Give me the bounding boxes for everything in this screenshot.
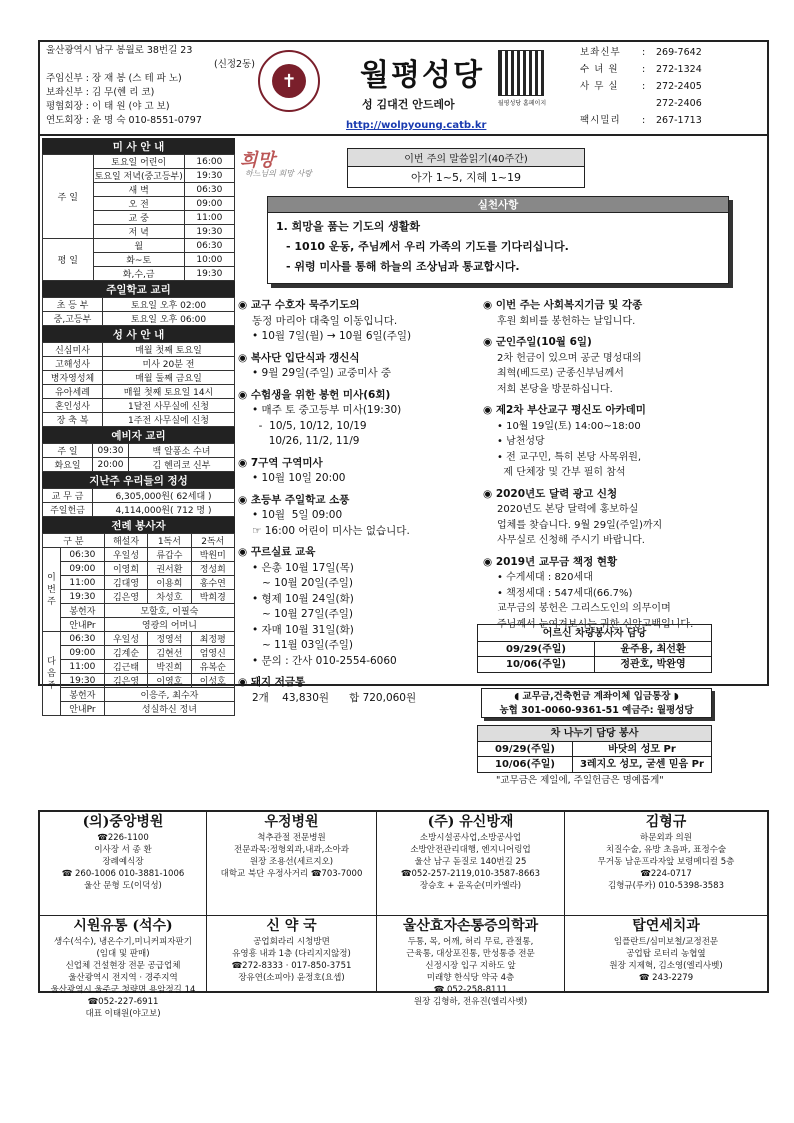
cell: 6,305,000원( 62세대 ) (93, 489, 235, 503)
cell: 병자영성체 (43, 371, 103, 385)
servers-header: 1독서 (148, 534, 191, 548)
notice-line: 2차 헌금이 있으며 공군 명성대의 (497, 352, 642, 364)
notice-line: ~ 10월 27일(주일) (252, 608, 353, 620)
notice-line: 사무실로 신청해 주시기 바랍니다. (497, 535, 645, 546)
ad-line: 공업탑 로터리 농협옆 (626, 949, 706, 959)
ad-line: 울산 문형 도(이덕성) (84, 881, 162, 891)
server-row (43, 632, 235, 646)
ad-box[interactable] (207, 916, 377, 991)
table-row (43, 458, 235, 472)
notice-item (238, 493, 488, 540)
cell: 주일헌금 (43, 503, 93, 517)
cell: 4,114,000원( 712 명 ) (93, 503, 235, 517)
mass-time: 19:30 (184, 225, 234, 239)
ad-line: ☎226-1100 (97, 833, 149, 843)
weekday-label: 평 일 (43, 239, 94, 281)
ad-box[interactable] (565, 812, 767, 916)
week-label: 이번주 (43, 548, 61, 632)
volunteer-row: 09/29(주일) 윤주용, 최선환 (478, 642, 711, 657)
mass-time: 06:30 (184, 183, 234, 197)
week-label: 다음주 (43, 632, 61, 716)
ad-name: 울산효자손통증의학과 (402, 918, 539, 934)
mass-name: 화~토 (93, 253, 184, 267)
notice-item (483, 298, 767, 329)
ad-line: ☎ 052-258-8111 (433, 985, 508, 995)
ad-line: 신정시장 입구 지하도 앞 (425, 961, 516, 971)
server-cell: 김은영 (104, 590, 147, 604)
weekly-reading-text: 아가 1~5, 지혜 1~19 (411, 171, 521, 184)
ad-line: 김형규(루카) 010-5398-3583 (607, 881, 724, 891)
qr-caption: 월평성당 홈페이지 (497, 100, 547, 107)
mass-row (43, 155, 235, 169)
offering-title: 지난주 우리들의 정성 (42, 472, 235, 488)
notice-heading: ◉ 수험생을 위한 봉헌 미사(6회) (238, 388, 391, 401)
ad-line: 근육통, 대상포진통, 만성통증 전문 (406, 949, 535, 959)
contact-row: 사 무 실 : 272-2405 (580, 81, 702, 92)
cell: 신심미사 (43, 343, 103, 357)
mass-time: 16:00 (184, 155, 234, 169)
notice-line: 업체를 찾습니다. 9월 29일(주일)까지 (497, 519, 663, 531)
server-cell: 11:00 (61, 576, 105, 590)
notices-middle (238, 298, 488, 712)
offering-note: "교무금은 제일에, 주일헌금은 명예롭게" (496, 775, 664, 786)
ad-box[interactable] (565, 916, 767, 991)
server-cell: 김근태 (104, 660, 147, 674)
notice-item (238, 351, 488, 382)
ad-line: 장승호 + 윤옥순(미카엘라) (419, 881, 522, 891)
volunteer-box (477, 624, 712, 673)
server-row (43, 590, 235, 604)
weekly-reading-title: 이번 주의 말씀읽기(40주간) (348, 149, 584, 167)
ad-line: 대표 이태원(야고보) (85, 1009, 161, 1019)
practice-line: - 위령 미사를 통해 하늘의 조상님과 통교합시다. (286, 260, 520, 273)
mass-time: 09:00 (184, 197, 234, 211)
server-names: 성실하신 정녀 (104, 702, 234, 716)
ad-line: 생수(석수), 냉온수기,미니커피자판기 (54, 937, 192, 947)
ad-line: ☎052-227-6911 (87, 997, 159, 1007)
notice-heading: ◉ 초등부 주일학교 소풍 (238, 493, 350, 506)
server-cell: 권서환 (148, 562, 191, 576)
notice-heading: ◉ 제2차 부산교구 평신도 아카데미 (483, 404, 646, 416)
server-cell: 엄영신 (191, 646, 234, 660)
cell: 09:30 (93, 444, 129, 458)
church-subtitle: 성 김대건 안드레아 (362, 98, 455, 111)
cell: 초 등 부 (43, 298, 103, 312)
cell: 20:00 (93, 458, 129, 472)
server-cell: 우일성 (104, 548, 147, 562)
table-row (43, 371, 235, 385)
notice-line: ~ 10월 20일(주일) (252, 577, 353, 589)
table-row (43, 298, 235, 312)
cell: 장 축 복 (43, 413, 103, 427)
notice-line: • 10월 10일 20:00 (252, 472, 346, 484)
notice-line: • 전 교구민, 특히 본당 사목위원, (497, 451, 642, 463)
servers-head-row (43, 534, 235, 548)
table-row (43, 489, 235, 503)
notice-heading: ◉ 복사단 입단식과 갱신식 (238, 351, 360, 364)
ad-name: 우정병원 (264, 814, 319, 830)
notice-line: 동정 마리아 대축일 이동입니다. (252, 314, 398, 327)
server-cell: 정성희 (191, 562, 234, 576)
bank-line-2: 농협 301-0060-9361-51 예금주: 월평성당 (499, 705, 694, 716)
notice-item (238, 545, 488, 669)
ad-line: ☎272-8333 · 017-850-3751 (231, 961, 352, 971)
ad-line: 하문외과 의원 (640, 833, 692, 843)
cell: 주 일 (43, 444, 93, 458)
tea-share-title: 차 나누기 담당 봉사 (478, 726, 711, 742)
ad-line: 전문과목:정형외과,내과,소아과 (233, 845, 349, 855)
server-row (43, 646, 235, 660)
tea-share-box (477, 725, 712, 773)
homepage-link[interactable]: http://wolpyoung.catb.kr (346, 120, 487, 131)
cell: 매월 첫째 토요일 14시 (103, 385, 235, 399)
mass-name: 교 중 (93, 211, 184, 225)
server-names: 모할호, 이필숙 (104, 604, 234, 618)
notice-line: • 10월 19일(토) 14:00~18:00 (497, 420, 641, 432)
table-row (43, 312, 235, 326)
ad-line: 치질수술, 유방 초음파, 표정수술 (605, 845, 727, 855)
server-cell: 김현선 (148, 646, 191, 660)
mass-name: 오 전 (93, 197, 184, 211)
server-row (43, 576, 235, 590)
volunteer-row: 10/06(주일) 정관호, 박완영 (478, 657, 711, 672)
contact-row: 272-2406 (656, 98, 702, 109)
practice-line: 1. 희망을 품는 기도의 생활화 (276, 220, 421, 233)
server-cell: 09:00 (61, 646, 105, 660)
notice-item (483, 555, 767, 633)
server-role: 봉헌자 (61, 688, 105, 702)
server-row (43, 618, 235, 632)
ad-line: 장례예식장 (102, 857, 144, 867)
cell: 중,고등부 (43, 312, 103, 326)
mass-title: 미 사 안 내 (42, 138, 235, 154)
catechumen-table (42, 443, 235, 472)
server-cell: 09:00 (61, 562, 105, 576)
mass-time: 19:30 (184, 169, 234, 183)
cell: 1달전 사무실에 신청 (103, 399, 235, 413)
notice-line: 후원 회비를 봉헌하는 날입니다. (497, 315, 636, 327)
hope-graphic: 희망 (240, 150, 275, 171)
church-logo (258, 50, 320, 112)
notice-line: • 은총 10월 17일(목) (252, 561, 354, 574)
tea-share-row: 10/06(주일) 3레지오 성모, 굳센 믿음 Pr (478, 757, 711, 772)
address-detail: (신정2동) (214, 59, 255, 70)
notice-heading: ◉ 2019년 교무금 책정 현황 (483, 555, 618, 568)
server-cell: 김계순 (104, 646, 147, 660)
cell: 유아세례 (43, 385, 103, 399)
notice-item (483, 487, 767, 549)
table-row (43, 343, 235, 357)
table-row (43, 385, 235, 399)
ad-line: 무거동 남운프라자앞 보령메디컬 5층 (597, 857, 735, 867)
practice-line: - 1010 운동, 주님께서 우리 가족의 기도를 기다리십니다. (286, 240, 569, 253)
server-cell: 이영호 (148, 674, 191, 688)
notice-line: • 형제 10월 24일(화) (252, 592, 354, 605)
notice-line: - 10/5, 10/12, 10/19 (252, 419, 367, 432)
notice-item (483, 335, 767, 397)
cell: 1주전 사무실에 신청 (103, 413, 235, 427)
servers-header: 2독서 (191, 534, 234, 548)
table-row (43, 444, 235, 458)
sacrament-title: 성 사 안 내 (42, 326, 235, 342)
notice-line: • 책정세대 : 547세대(66.7%) (497, 587, 633, 599)
notice-line: 제 단체장 및 간부 필히 참석 (497, 467, 626, 478)
left-schedule-column (42, 138, 235, 716)
server-row (43, 688, 235, 702)
server-role: 안내Pr (61, 618, 105, 632)
notice-item (238, 456, 488, 487)
hope-caption: 하느님의 희망 사랑 (245, 169, 312, 178)
server-cell: 이성호 (191, 674, 234, 688)
server-cell: 11:00 (61, 660, 105, 674)
server-row (43, 548, 235, 562)
ad-line: 울산광역시 전지역 · 경주지역 (68, 973, 178, 983)
server-role: 안내Pr (61, 702, 105, 716)
server-cell: 06:30 (61, 548, 105, 562)
server-row (43, 674, 235, 688)
practice-title: 실천사항 (268, 197, 728, 213)
cell: 매월 첫째 토요일 (103, 343, 235, 357)
ad-line: (임대 및 판매) (96, 949, 150, 959)
notice-line: 2020년도 본당 달력에 홍보하실 (497, 504, 639, 515)
notices-right (483, 298, 767, 638)
header (40, 42, 767, 136)
staff-1: 주임신부 : 장 재 봉 (스 테 파 노) (46, 73, 182, 84)
staff-3: 평협회장 : 이 태 원 (야 고 보) (46, 101, 170, 112)
server-cell: 김대영 (104, 576, 147, 590)
ad-line: 원장 김형하, 전유진(엘리사벳) (413, 997, 528, 1007)
ad-name: 시원유통 (석수) (73, 918, 173, 934)
ad-line: 장유연(소피아) 윤정호(요셉) (238, 973, 345, 983)
server-cell: 홍수연 (191, 576, 234, 590)
table-row (43, 357, 235, 371)
ad-line: 대학교 북단 우정사거리 ☎703-7000 (220, 869, 363, 879)
contact-row: 보좌신부 : 269-7642 (580, 47, 702, 58)
volunteer-title: 어르신 차량봉사자 담당 (478, 625, 711, 642)
bank-line-1: ◖ 교무금,건축헌금 계좌이체 입금통장 ◗ (514, 691, 679, 702)
notice-line: • 10월 5일 09:00 (252, 509, 343, 521)
server-cell: 19:30 (61, 674, 105, 688)
address: 울산광역시 남구 봉월로 38번길 23 (46, 45, 193, 56)
server-cell: 우일성 (104, 632, 147, 646)
contact-row: 팩시밀리 : 267-1713 (580, 115, 702, 126)
cell: 고해성사 (43, 357, 103, 371)
sunday-label: 주 일 (43, 155, 94, 239)
server-cell: 06:30 (61, 632, 105, 646)
catechumen-title: 예비자 교리 (42, 427, 235, 443)
server-role: 봉헌자 (61, 604, 105, 618)
ad-line: 유영흥 내과 1층 (다리지지않정) (232, 949, 351, 959)
weekly-reading-box (347, 148, 585, 188)
cell: 토요일 오후 02:00 (103, 298, 235, 312)
notice-line: 10/26, 11/2, 11/9 (252, 435, 360, 447)
mass-time: 10:00 (184, 253, 234, 267)
ad-line: 임플란트/심미보철/교정전문 (613, 937, 719, 947)
notice-line: • 매주 토 중고등부 미사(19:30) (252, 404, 402, 416)
cell: 백 알퐁소 수녀 (129, 444, 235, 458)
cell: 토요일 오후 06:00 (103, 312, 235, 326)
server-cell: 정영석 (148, 632, 191, 646)
notice-line: ~ 11월 03일(주일) (252, 639, 353, 651)
notice-line: • 자매 10월 31일(화) (252, 623, 354, 636)
tea-share-row: 09/29(주일) 바닷의 성모 Pr (478, 742, 711, 757)
mass-row (43, 239, 235, 253)
ad-line: ☎224-0717 (640, 869, 692, 879)
qr-code-icon[interactable] (498, 50, 544, 96)
ad-line: ☎ 243-2279 (638, 973, 694, 983)
ad-line: 미래향 한식당 약국 4층 (426, 973, 515, 983)
mass-name: 저 녁 (93, 225, 184, 239)
mass-time: 11:00 (184, 211, 234, 225)
ad-line: 울산광역시 울주군 청량면 용암정길 14 (50, 985, 196, 995)
cell: 미사 20분 전 (103, 357, 235, 371)
server-row (43, 660, 235, 674)
notice-heading: ◉ 2020년도 달력 광고 신청 (483, 487, 618, 500)
contact-list (580, 44, 702, 129)
notice-heading: ◉ 7구역 구역미사 (238, 456, 323, 469)
advertisement-grid (38, 810, 769, 1019)
server-cell: 19:30 (61, 590, 105, 604)
staff-4: 연도회장 : 윤 명 숙 010-8551-0797 (46, 115, 202, 126)
server-cell: 이용희 (148, 576, 191, 590)
ad-box[interactable] (377, 812, 565, 916)
notice-line: • 9월 29일(주일) 교중미사 중 (252, 367, 392, 379)
cell: 교 무 금 (43, 489, 93, 503)
ad-line: ☎052-257-2119,010-3587-8663 (400, 869, 541, 879)
server-names: 이응주, 최수자 (104, 688, 234, 702)
church-title: 월평성당 (360, 58, 484, 93)
notice-heading: ◉ 꾸르실료 교육 (238, 546, 316, 558)
notice-heading: ◉ 이번 주는 사회복지기금 및 각종 (483, 299, 643, 311)
ad-name: 탑연세치과 (632, 918, 700, 934)
server-row (43, 562, 235, 576)
offering-table (42, 488, 235, 517)
ad-line: 소방안전관리대행, 엔지니어링업 (410, 845, 531, 855)
servers-header: 해설자 (104, 534, 147, 548)
mass-name: 토요일 어린이 (93, 155, 184, 169)
servers-title: 전례 봉사자 (42, 517, 235, 533)
staff-2: 보좌신부 : 김 무(헨 리 코) (46, 87, 155, 98)
cell: 매월 둘째 금요일 (103, 371, 235, 385)
ad-name: (주) 유신방재 (427, 814, 514, 830)
ad-line: 울산 남구 돋질로 140번길 25 (414, 857, 527, 867)
mass-name: 토요일 저녁(중고등부) (93, 169, 184, 183)
ad-box[interactable] (40, 812, 207, 916)
ad-name: (의)중앙병원 (82, 814, 164, 830)
server-cell: 이영희 (104, 562, 147, 576)
ad-line: 소방시설공사업,소방공사업 (419, 833, 522, 843)
notice-heading: ◉ 교구 수호자 묵주기도의 (238, 299, 360, 311)
ad-line: 척추관절 전문병원 (257, 833, 326, 843)
ad-box[interactable] (377, 916, 565, 1007)
school-table (42, 297, 235, 326)
notice-line: 2개 43,830원 합 720,060원 (252, 691, 417, 704)
server-names: 영광의 어머니 (104, 618, 234, 632)
mass-name: 화,수,금 (93, 267, 184, 281)
ad-name: 김형규 (645, 814, 687, 830)
server-cell: 최정평 (191, 632, 234, 646)
notice-line: 최혁(베드로) 군종신부님께서 (497, 368, 624, 379)
notice-heading: ◉ 군인주일(10월 6일) (483, 336, 592, 348)
ad-line: 신업체 건설현장 전문 공급업체 (65, 961, 181, 971)
cell: 혼인성사 (43, 399, 103, 413)
notice-line: ☞ 16:00 어린이 미사는 없습니다. (252, 524, 410, 537)
ad-line: 두통, 목, 어깨, 허리 무료, 관절통, (407, 937, 534, 947)
ad-name: 신 약 국 (266, 918, 317, 934)
ad-line: 이사장 서 종 환 (94, 845, 152, 855)
notice-line: • 10월 7일(월) → 10월 6일(주일) (252, 330, 412, 342)
parish-info (46, 44, 255, 128)
server-cell: 박진희 (148, 660, 191, 674)
contact-row: 수 녀 원 : 272-1324 (580, 64, 702, 75)
server-cell: 박희경 (191, 590, 234, 604)
table-row (43, 503, 235, 517)
notice-item (238, 298, 488, 345)
table-row (43, 413, 235, 427)
bank-account-box (481, 688, 712, 718)
cell: 김 헨리코 신부 (129, 458, 235, 472)
ad-line: 공업회라리 시청방면 (253, 937, 330, 947)
server-cell: 류갑수 (148, 548, 191, 562)
server-row (43, 604, 235, 618)
server-row (43, 702, 235, 716)
mass-time: 06:30 (184, 239, 234, 253)
mass-name: 새 벽 (93, 183, 184, 197)
notice-line: • 수게세대 : 820세대 (497, 572, 593, 583)
cross-icon: ✝ (272, 64, 306, 98)
mass-table (42, 154, 235, 281)
mass-name: 월 (93, 239, 184, 253)
notice-line: 주님께서 눈여겨보시는 귀한 신앙고백입니다. (497, 618, 694, 630)
notice-line: 저희 본당을 방문하십니다. (497, 383, 613, 395)
practice-box (267, 196, 729, 284)
notice-item (238, 388, 488, 450)
notice-line: 교무금의 봉헌은 그리스도인의 의무이며 (497, 603, 671, 614)
cell: 화요일 (43, 458, 93, 472)
server-cell: 김은영 (104, 674, 147, 688)
sacrament-table (42, 342, 235, 427)
notice-heading: ◉ 돼지 저금통 (238, 676, 306, 688)
ad-box[interactable] (207, 812, 377, 916)
notice-line: • 문의 : 간사 010-2554-6060 (252, 654, 397, 667)
school-title: 주일학교 교리 (42, 281, 235, 297)
servers-header: 구 분 (43, 534, 105, 548)
ad-box[interactable] (40, 916, 207, 1019)
notice-line: • 남천성당 (497, 436, 545, 447)
ad-line: 원장 지제혁, 김소영(엘리사벳) (609, 961, 723, 971)
notice-item (483, 403, 767, 481)
servers-table (42, 533, 235, 716)
server-cell: 박원미 (191, 548, 234, 562)
server-cell: 유복순 (191, 660, 234, 674)
mass-time: 19:30 (184, 267, 234, 281)
server-cell: 차성호 (148, 590, 191, 604)
notice-item (238, 675, 488, 706)
ad-line: ☎ 260-1006 010-3881-1006 (61, 869, 185, 879)
table-row (43, 399, 235, 413)
ad-line: 원장 조용선(세르지오) (249, 857, 334, 867)
